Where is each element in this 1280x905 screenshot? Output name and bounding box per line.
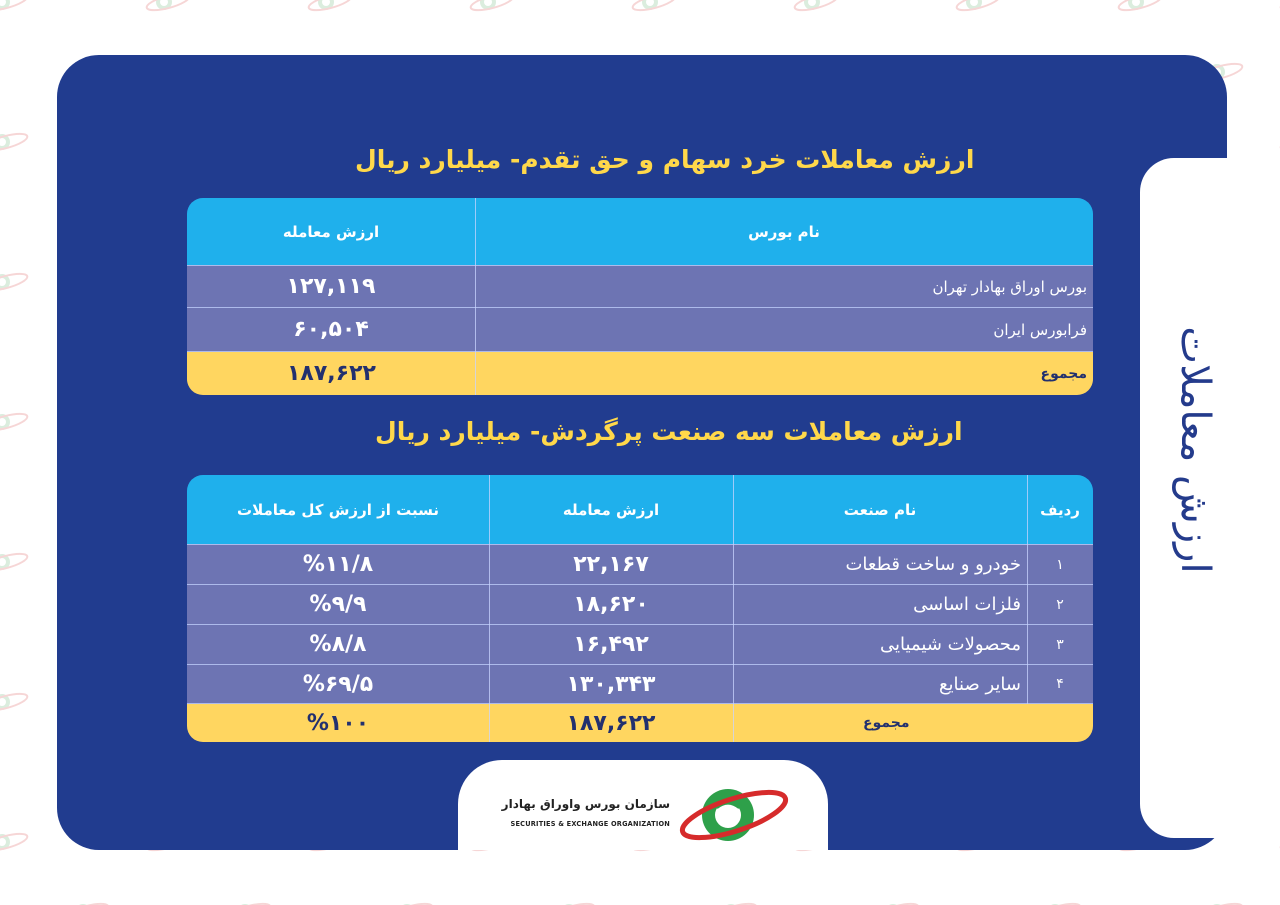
share-cell: %۱۱/۸ [187,545,489,584]
watermark-logo-icon [952,0,1004,14]
org-name-en: SECURITIES & EXCHANGE ORGANIZATION [510,820,670,828]
watermark-logo-icon [0,690,32,714]
seo-logo-icon [676,777,792,853]
total-label-cell: مجموع [863,715,910,731]
total-share-cell: %۱۰۰ [187,704,489,742]
rank-cell: ۱ [1027,545,1093,584]
row-divider [187,703,1093,704]
rank-cell: ۴ [1027,665,1093,703]
industry-cell: محصولات شیمیایی [733,625,1027,664]
row-divider [187,584,1093,585]
table-row [187,585,1093,624]
total-value-cell: ۱۸۷,۶۲۲ [187,352,475,395]
org-name-fa: سازمان بورس واوراق بهادار [501,797,670,811]
industry-cell: فلزات اساسی [733,585,1027,624]
value-cell: ۲۲,۱۶۷ [489,545,733,584]
watermark-logo-icon [1276,130,1280,154]
table2-header-row [187,475,1093,544]
watermark-logo-icon [0,550,32,574]
watermark-logo-icon [304,0,356,14]
watermark-logo-icon [790,0,842,14]
value-cell: ۶۰,۵۰۴ [187,308,475,351]
watermark-logo-icon [466,0,518,14]
column-divider [733,475,734,742]
watermark-logo-icon [142,0,194,14]
table-row [187,308,1093,351]
row-divider [187,624,1093,625]
table1-col-value: ارزش معامله [187,198,475,265]
industry-cell: سایر صنایع [733,665,1027,703]
rank-cell: ۲ [1027,585,1093,624]
watermark-logo-icon [628,0,680,14]
table2-col-industry: نام صنعت [733,475,1027,544]
watermark-logo-icon [0,830,32,854]
watermark-logo-icon [0,270,32,294]
watermark-logo-icon [385,900,437,905]
table2-col-share: نسبت از ارزش کل معاملات [187,475,489,544]
watermark-logo-icon [0,0,32,14]
table2-title: ارزش معاملات سه صنعت پرگردش- میلیارد ریال [375,417,963,446]
share-cell: %۸/۸ [187,625,489,664]
watermark-logo-icon [709,900,761,905]
total-label-wrap [733,704,1093,742]
table1-total-row [187,352,1093,395]
value-cell: ۱۶,۴۹۲ [489,625,733,664]
share-cell: %۹/۹ [187,585,489,624]
table2-col-rank: ردیف [1027,475,1093,544]
table-row [187,266,1093,307]
exchange-name-cell: فرابورس ایران [475,308,1093,351]
watermark-logo-icon [1195,900,1247,905]
total-label-cell: مجموع [475,352,1093,395]
table2-col-value: ارزش معامله [489,475,733,544]
table-row [187,665,1093,703]
row-divider [187,664,1093,665]
row-divider [187,544,1093,545]
watermark-logo-icon [1276,0,1280,14]
table-row [187,545,1093,584]
vertical-title [1150,300,1240,600]
industry-cell: خودرو و ساخت قطعات [733,545,1027,584]
watermark-logo-icon [0,130,32,154]
column-divider [489,475,490,742]
value-cell: ۱۸,۶۲۰ [489,585,733,624]
share-cell: %۶۹/۵ [187,665,489,703]
vertical-title-text: ارزش معاملات [1172,326,1218,574]
table1-title: ارزش معاملات خرد سهام و حق تقدم- میلیارد ریال [355,145,975,174]
total-value-cell: ۱۸۷,۶۲۲ [489,704,733,742]
rank-cell: ۳ [1027,625,1093,664]
exchange-name-cell: بورس اوراق بهادار تهران [475,266,1093,307]
table2-total-row [187,704,1093,742]
column-divider [475,198,476,395]
column-divider [1027,475,1028,704]
watermark-logo-icon [547,900,599,905]
table2 [187,475,1093,742]
table1 [187,198,1093,395]
table1-col-name: نام بورس [475,198,1093,265]
watermark-logo-icon [223,900,275,905]
watermark-logo-icon [871,900,923,905]
table-row [187,625,1093,664]
row-divider [187,351,1093,352]
value-cell: ۱۲۷,۱۱۹ [187,266,475,307]
watermark-logo-icon [0,410,32,434]
value-cell: ۱۳۰,۳۴۳ [489,665,733,703]
table1-header-row [187,198,1093,265]
row-divider [187,265,1093,266]
watermark-logo-icon [61,900,113,905]
row-divider [187,307,1093,308]
watermark-logo-icon [1033,900,1085,905]
watermark-logo-icon [1114,0,1166,14]
